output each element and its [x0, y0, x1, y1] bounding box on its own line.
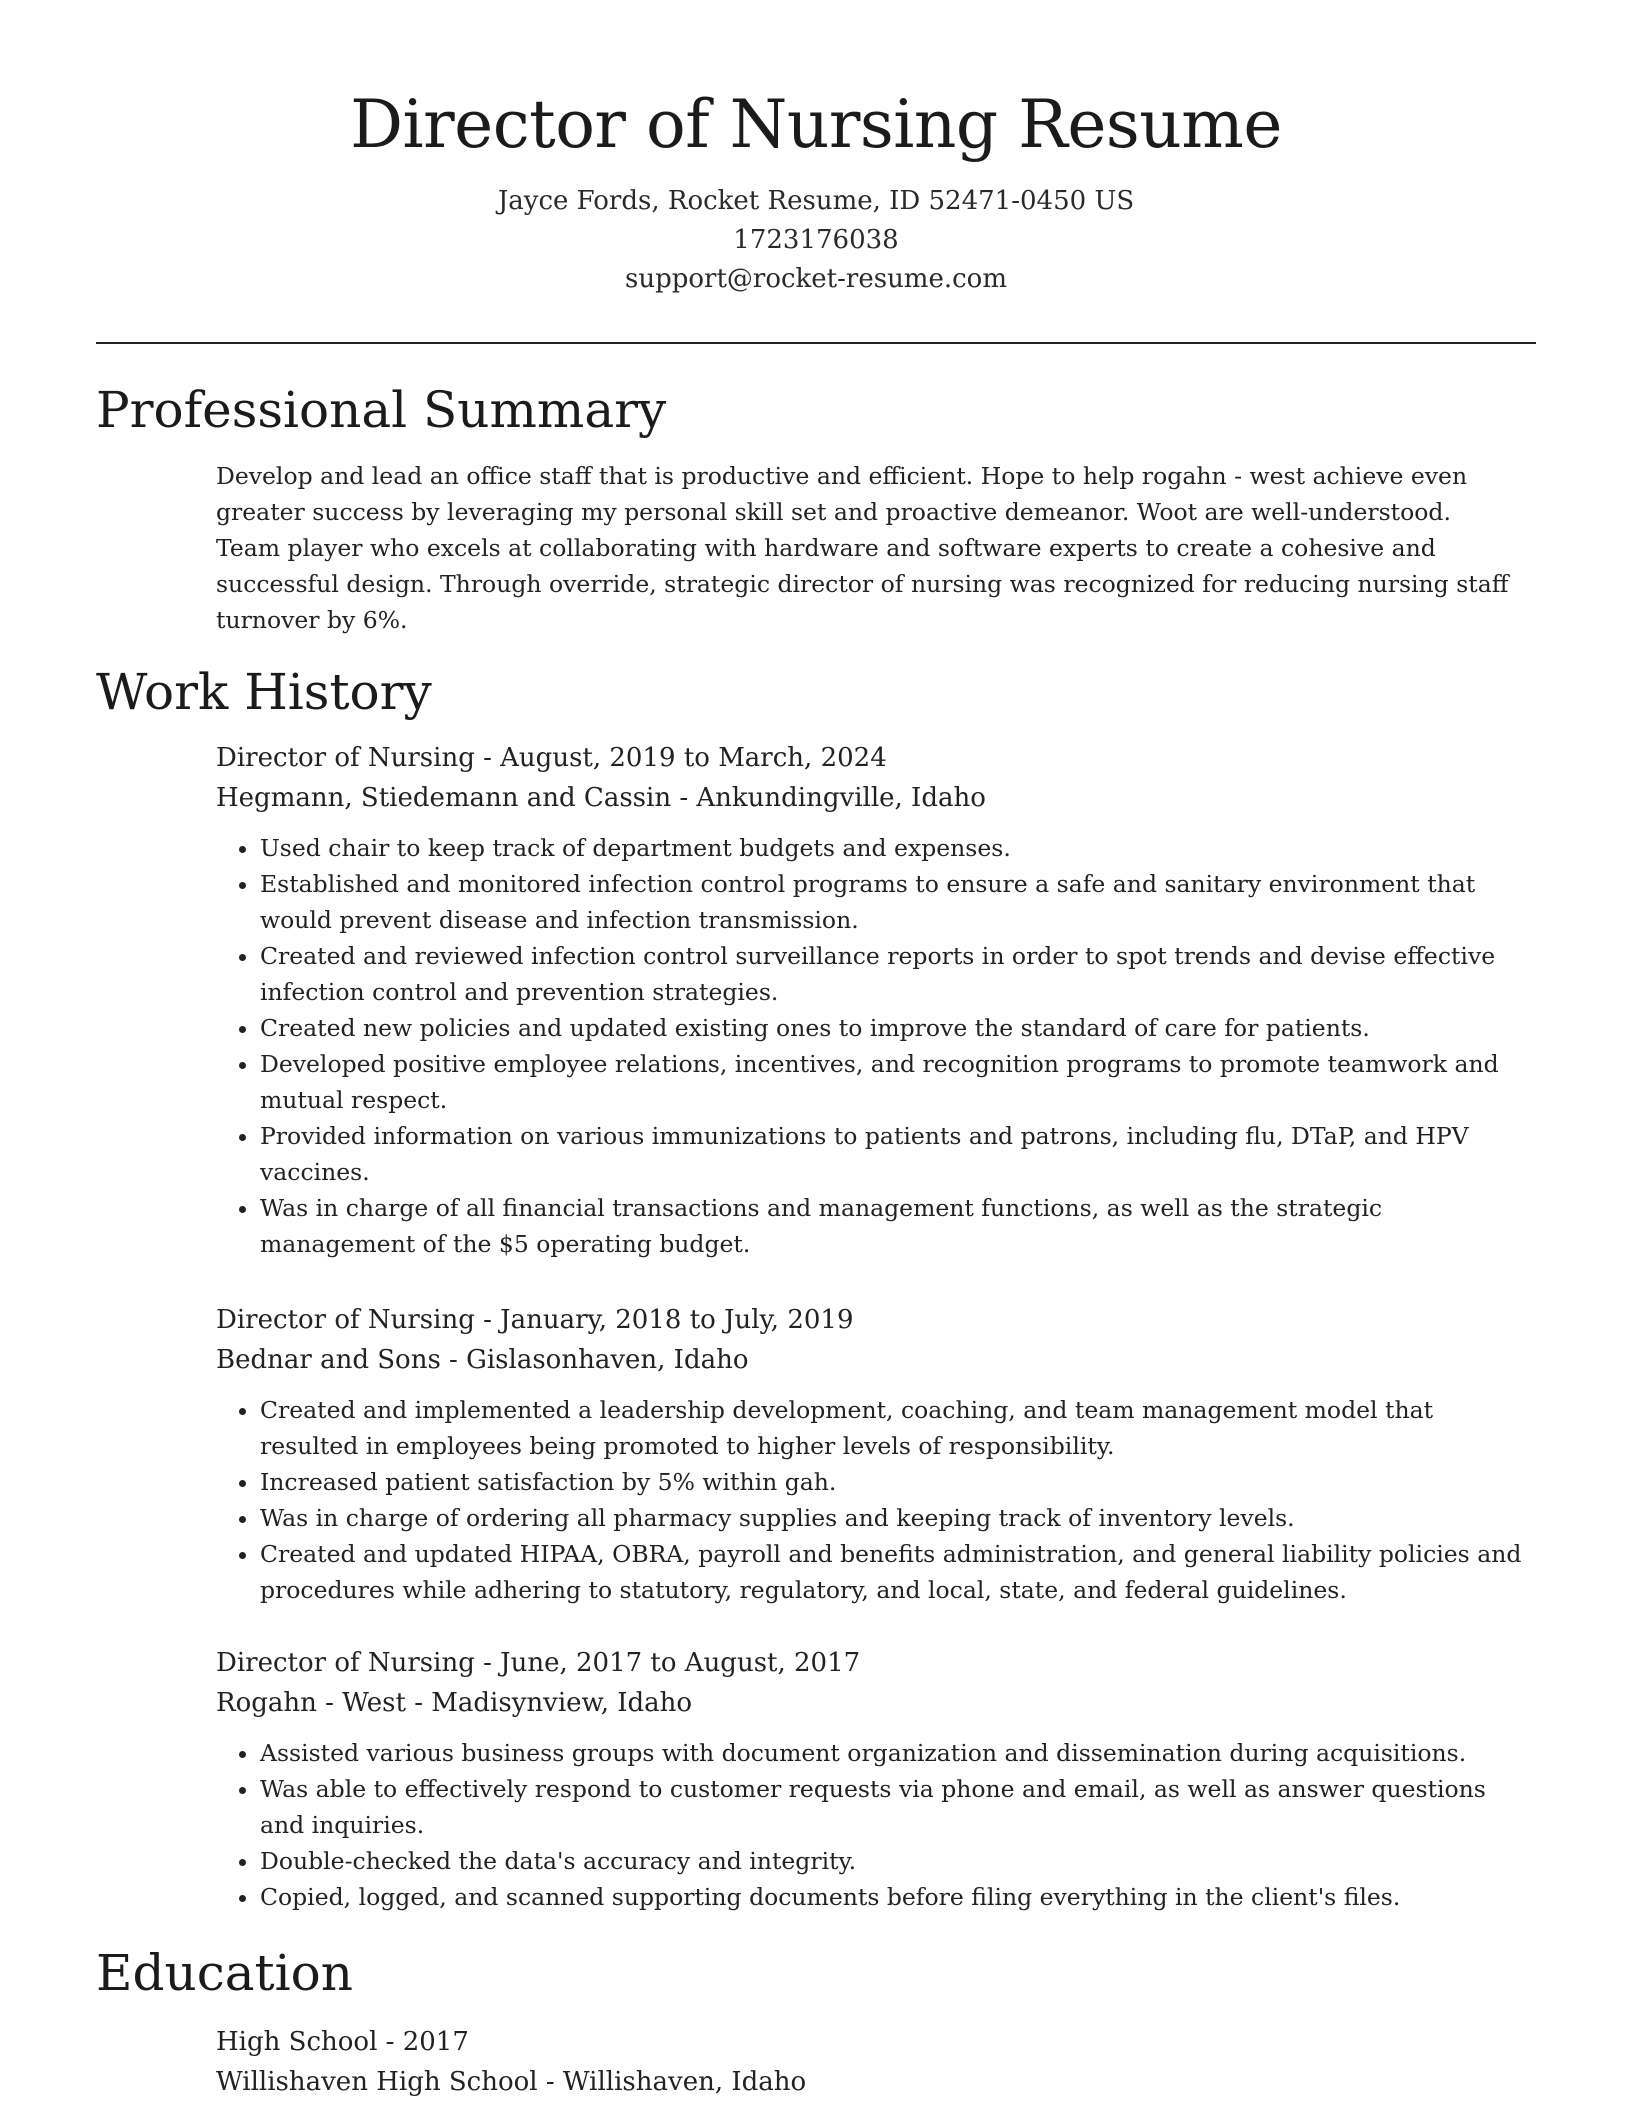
- job-entry: [216, 1643, 1536, 1915]
- resume-header: [0, 82, 1632, 299]
- job-bullet-list: [216, 1735, 1536, 1915]
- summary-heading: Professional Summary: [96, 381, 667, 439]
- job-bullet: • Was able to effectively respond to customer requests via phone and email, as well as answer questions and inquiries.: [260, 1771, 1536, 1843]
- job-title-line: Director of Nursing - January, 2018 to July, 2019: [216, 1305, 854, 1335]
- job-entry: [216, 738, 1536, 1262]
- job-bullet: • Created and updated HIPAA, OBRA, payroll and benefits administration, and general liability policies and procedures while adhering to statutory, regulatory, and local, state, and federal guidelines.: [260, 1536, 1536, 1608]
- job-title-line: Director of Nursing - August, 2019 to March, 2024: [216, 743, 887, 773]
- job-bullet: • Created and reviewed infection control surveillance reports in order to spot trends and devise effective infection control and prevention strategies.: [260, 938, 1536, 1010]
- job-bullet: • Created new policies and updated existing ones to improve the standard of care for patients.: [260, 1010, 1536, 1046]
- job-bullet: • Double-checked the data's accuracy and integrity.: [260, 1843, 1536, 1879]
- job-bullet: • Provided information on various immunizations to patients and patrons, including flu, DTaP, and HPV vaccines.: [260, 1118, 1536, 1190]
- job-bullet: • Used chair to keep track of department budgets and expenses.: [260, 830, 1536, 866]
- job-bullet: • Was in charge of ordering all pharmacy supplies and keeping track of inventory levels.: [260, 1500, 1536, 1536]
- job-company-line: Bednar and Sons - Gislasonhaven, Idaho: [216, 1345, 749, 1375]
- job-bullet-list: [216, 830, 1536, 1262]
- header-divider: [96, 342, 1536, 344]
- job-entry: [216, 1300, 1536, 1608]
- education-degree-line: High School - 2017: [216, 2027, 469, 2057]
- contact-address: Jayce Fords, Rocket Resume, ID 52471-0450 US: [497, 186, 1135, 216]
- job-bullet: • Created and implemented a leadership development, coaching, and team management model that resulted in employees being promoted to higher levels of responsibility.: [260, 1392, 1536, 1464]
- education-school-line: Willishaven High School - Willishaven, Idaho: [216, 2067, 807, 2097]
- job-bullet-list: [216, 1392, 1536, 1608]
- job-bullet: • Was in charge of all financial transactions and management functions, as well as the strategic management of the $5 operating budget.: [260, 1190, 1536, 1262]
- job-company-line: Hegmann, Stiedemann and Cassin - Ankundingville, Idaho: [216, 783, 986, 813]
- job-title-line: Director of Nursing - June, 2017 to August, 2017: [216, 1648, 861, 1678]
- document-title: Director of Nursing Resume: [350, 86, 1282, 163]
- job-bullet: • Assisted various business groups with document organization and dissemination during acquisitions.: [260, 1735, 1536, 1771]
- contact-email: support@rocket-resume.com: [624, 264, 1007, 294]
- job-bullet: • Established and monitored infection control programs to ensure a safe and sanitary environment that would prevent disease and infection transmission.: [260, 866, 1536, 938]
- job-company-line: Rogahn - West - Madisynview, Idaho: [216, 1688, 693, 1718]
- contact-phone: 1723176038: [733, 225, 899, 255]
- job-bullet: • Copied, logged, and scanned supporting documents before filing everything in the client's files.: [260, 1879, 1536, 1915]
- work-history-heading: Work History: [96, 663, 432, 721]
- job-bullet: • Developed positive employee relations, incentives, and recognition programs to promote teamwork and mutual respect.: [260, 1046, 1536, 1118]
- summary-text: Develop and lead an office staff that is productive and efficient. Hope to help rogahn - west achieve even greater success by leveraging my personal skill set and proactive demeanor. Woot are well-understood. Team player who excels at collaborating with hardware and software experts to create a cohesive and successful design. Through override, strategic director of nursing was recognized for reducing nursing staff turnover by 6%.: [216, 462, 1509, 634]
- education-entry: [216, 2022, 1536, 2102]
- job-bullet: • Increased patient satisfaction by 5% within gah.: [260, 1464, 1536, 1500]
- education-heading: Education: [96, 1944, 353, 2002]
